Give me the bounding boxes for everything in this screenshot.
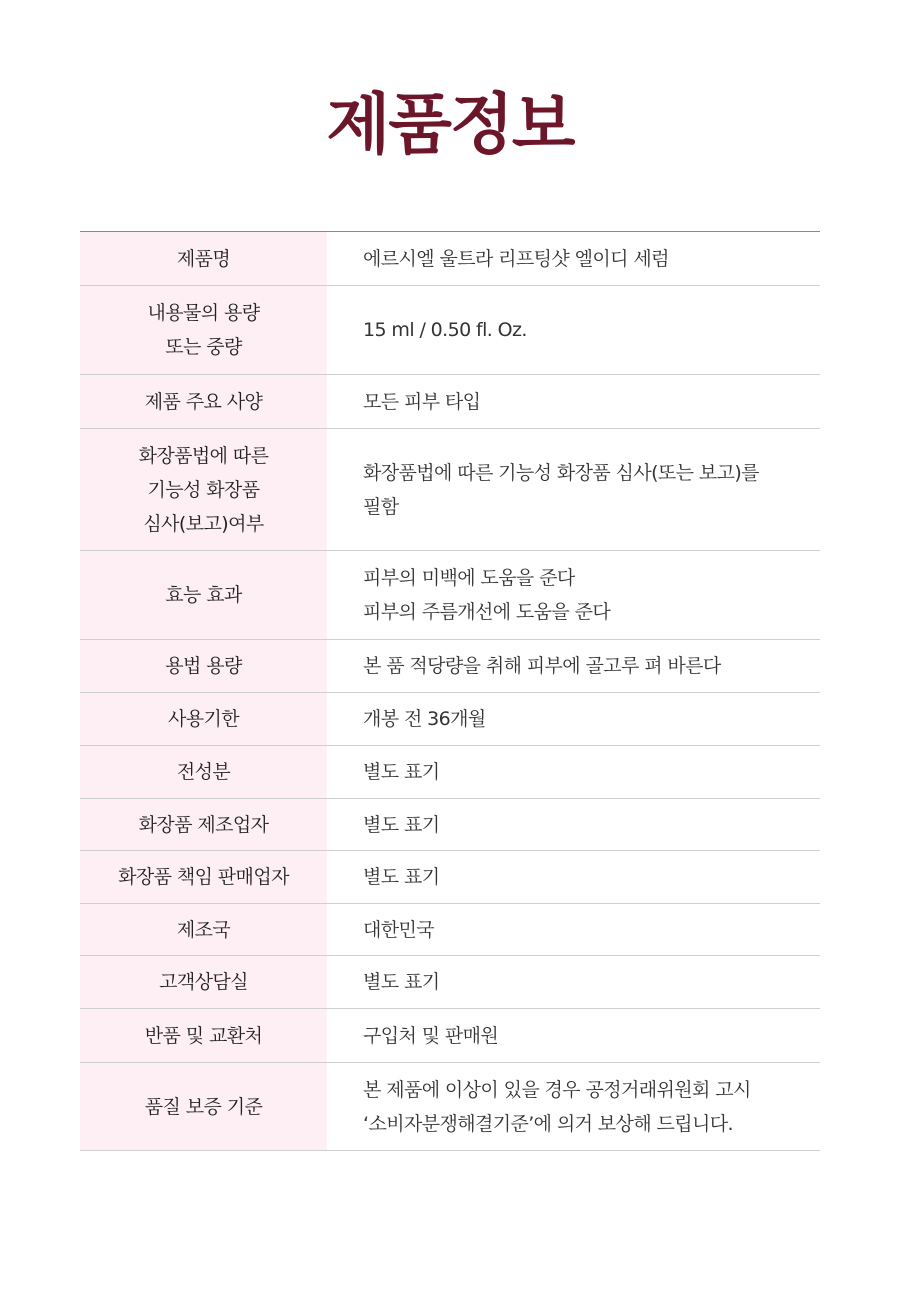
table-row — [80, 551, 820, 640]
table-row — [80, 746, 820, 799]
table-row — [80, 851, 820, 904]
row-value-line: 별도 표기 — [363, 866, 440, 888]
row-value-line: 화장품법에 따른 기능성 화장품 심사(또는 보고)를 — [363, 461, 759, 484]
table-row — [80, 956, 820, 1009]
table-row — [80, 904, 820, 956]
row-value-line: 별도 표기 — [363, 761, 440, 783]
row-value-line: 모든 피부 타입 — [363, 390, 481, 413]
row-label — [80, 429, 327, 551]
table-row — [80, 232, 820, 286]
row-value — [327, 551, 820, 640]
row-value-line: 필함 — [363, 495, 399, 518]
row-value-line: 본 제품에 이상이 있을 경우 공정거래위원회 고시 — [363, 1078, 751, 1101]
row-label-line: 기능성 화장품 — [147, 478, 260, 501]
row-label — [80, 851, 327, 904]
table-row — [80, 693, 820, 746]
row-value-line: 본 품 적당량을 취해 피부에 골고루 펴 바른다 — [363, 655, 721, 677]
row-label — [80, 1063, 327, 1151]
row-value-line: 15 ml / 0.50 fl. Oz. — [363, 319, 527, 341]
row-value — [327, 799, 820, 851]
row-label-line: 화장품 책임 판매업자 — [118, 866, 289, 888]
row-value-line: 개봉 전 36개월 — [363, 708, 486, 730]
row-label — [80, 904, 327, 956]
row-label — [80, 956, 327, 1009]
row-value-line: 별도 표기 — [363, 971, 440, 993]
table-row — [80, 1063, 820, 1151]
page-title: 제품정보 — [326, 86, 574, 163]
row-label-line: 사용기한 — [167, 708, 240, 730]
row-label-line: 효능 효과 — [165, 584, 242, 606]
row-value — [327, 375, 820, 429]
row-label-line: 제조국 — [176, 918, 231, 941]
row-label — [80, 640, 327, 693]
table-row — [80, 799, 820, 851]
row-label-line: 고객상담실 — [159, 971, 248, 993]
row-label — [80, 1009, 327, 1063]
row-label — [80, 375, 327, 429]
row-value-line: 피부의 주름개선에 도움을 준다 — [363, 601, 611, 623]
row-value-line: 에르시엘 울트라 리프팅샷 엘이디 세럼 — [363, 247, 669, 270]
row-label-line: 용법 용량 — [165, 655, 242, 677]
table-row — [80, 286, 820, 375]
row-label — [80, 232, 327, 286]
row-value — [327, 904, 820, 956]
row-value-line: 피부의 미백에 도움을 준다 — [363, 567, 575, 589]
product-info-table — [80, 231, 820, 1151]
row-label — [80, 693, 327, 746]
row-label — [80, 551, 327, 640]
row-value — [327, 429, 820, 551]
row-value — [327, 956, 820, 1009]
row-value-line: 대한민국 — [363, 918, 435, 941]
row-label-line: 전성분 — [176, 761, 231, 783]
row-label-line: 심사(보고)여부 — [143, 512, 264, 535]
row-value-line: ‘소비자분쟁해결기준’에 의거 보상해 드립니다. — [363, 1112, 733, 1135]
row-label-line: 화장품법에 따른 — [138, 444, 269, 467]
row-value — [327, 851, 820, 904]
row-label — [80, 286, 327, 375]
table-row — [80, 640, 820, 693]
row-value — [327, 286, 820, 375]
row-label-line: 제품 주요 사양 — [144, 390, 263, 413]
table-row — [80, 429, 820, 551]
row-value — [327, 1063, 820, 1151]
row-value-line: 별도 표기 — [363, 813, 440, 836]
row-value — [327, 232, 820, 286]
row-value — [327, 640, 820, 693]
row-label — [80, 799, 327, 851]
row-label-line: 제품명 — [176, 247, 231, 270]
row-label-line: 반품 및 교환처 — [144, 1024, 263, 1047]
row-label-line: 또는 중량 — [165, 336, 242, 358]
row-value — [327, 746, 820, 799]
row-value — [327, 693, 820, 746]
table-row — [80, 375, 820, 429]
row-value-line: 구입처 및 판매원 — [363, 1024, 499, 1047]
row-label-line: 화장품 제조업자 — [138, 813, 269, 836]
row-label-line: 품질 보증 기준 — [144, 1095, 263, 1118]
row-value — [327, 1009, 820, 1063]
table-row — [80, 1009, 820, 1063]
row-label-line: 내용물의 용량 — [147, 302, 260, 324]
row-label — [80, 746, 327, 799]
